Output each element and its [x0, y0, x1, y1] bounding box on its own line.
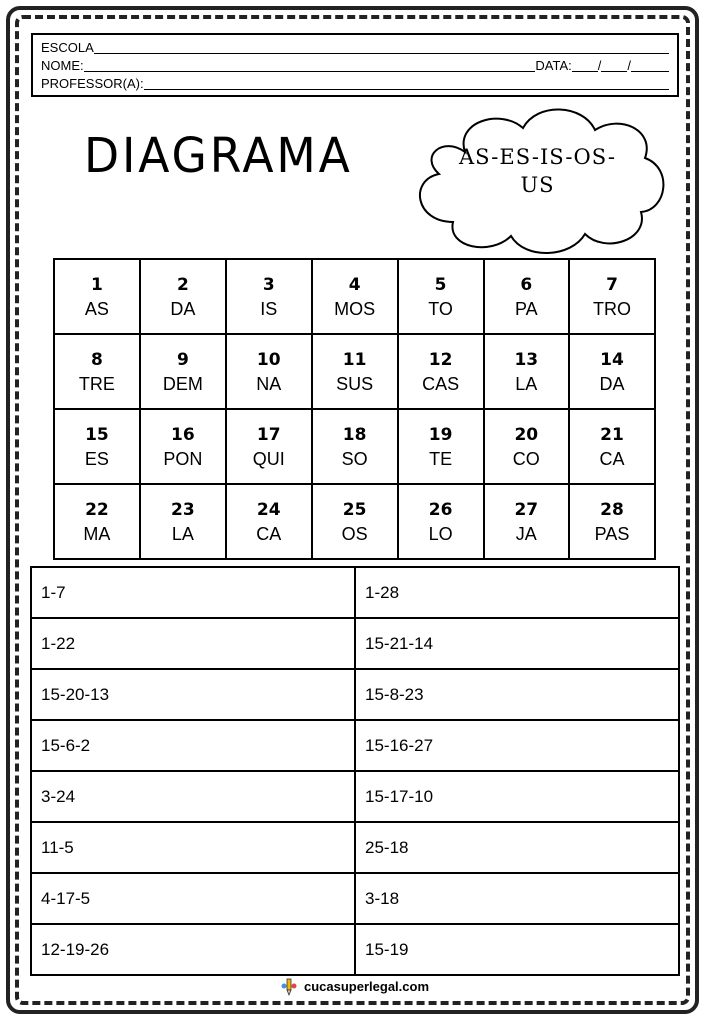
school-label: ESCOLA [41, 40, 94, 55]
answer-row [31, 924, 679, 975]
cell-number: 18 [342, 424, 367, 445]
grid-row [54, 484, 655, 559]
teacher-field[interactable] [144, 76, 669, 90]
grid-cell [398, 484, 484, 559]
grid-cell [54, 259, 140, 334]
grid-cell [484, 334, 569, 409]
footer [0, 976, 709, 1003]
date-separator: / [597, 58, 602, 73]
grid-cell [140, 334, 226, 409]
grid-cell [54, 334, 140, 409]
cell-number: 10 [256, 349, 281, 370]
cell-number: 17 [256, 424, 281, 445]
cell-number: 3 [262, 274, 275, 295]
cell-syllable: LA [171, 523, 194, 544]
grid-row [54, 334, 655, 409]
answer-row [31, 873, 679, 924]
grid-cell [398, 259, 484, 334]
cell-syllable: PON [163, 448, 203, 469]
answer-row [31, 720, 679, 771]
cell-number: 6 [520, 274, 533, 295]
grid-cell [226, 334, 312, 409]
date-separator: / [627, 58, 631, 73]
answer-cell[interactable]: 15-8-23 [355, 669, 679, 720]
cell-number: 9 [176, 349, 189, 370]
cell-syllable: DEM [162, 373, 203, 394]
cell-number: 26 [428, 499, 453, 520]
cell-number: 5 [434, 274, 447, 295]
cell-syllable: ES [84, 448, 109, 469]
cell-syllable: LA [515, 373, 538, 394]
cell-number: 24 [256, 499, 281, 520]
cell-number: 1 [91, 274, 103, 295]
grid-cell [569, 484, 655, 559]
cell-number: 14 [600, 349, 624, 370]
answer-cell[interactable]: 3-18 [355, 873, 679, 924]
grid-cell [140, 409, 226, 484]
answer-row [31, 669, 679, 720]
answer-row [31, 822, 679, 873]
cell-number: 12 [428, 349, 453, 370]
answer-cell[interactable]: 1-22 [31, 618, 355, 669]
grid-cell [226, 259, 312, 334]
cell-number: 16 [171, 424, 195, 445]
grid-row [54, 409, 655, 484]
cell-number: 20 [514, 424, 539, 445]
cell-number: 15 [85, 424, 109, 445]
cell-number: 2 [176, 274, 189, 295]
answer-cell[interactable]: 15-20-13 [31, 669, 355, 720]
cell-syllable: CA [599, 448, 625, 469]
answer-cell[interactable]: 1-28 [355, 567, 679, 618]
cell-syllable: QUI [252, 448, 285, 469]
cell-syllable: MOS [334, 298, 376, 319]
cell-syllable: AS [84, 298, 109, 319]
answer-cell[interactable]: 15-19 [355, 924, 679, 975]
grid-cell [569, 409, 655, 484]
cell-syllable: MA [83, 523, 111, 544]
date-label: DATA: [535, 58, 572, 73]
cell-number: 7 [606, 274, 618, 295]
grid-cell [312, 409, 398, 484]
pencil-mascot-icon [280, 978, 298, 996]
grid-cell [54, 484, 140, 559]
name-line [41, 57, 669, 75]
cell-syllable: CO [512, 448, 540, 469]
cell-syllable: PAS [594, 523, 630, 544]
cell-number: 23 [171, 499, 195, 520]
page-title: DIAGRAMA [84, 128, 353, 184]
cell-syllable: TRE [78, 373, 115, 394]
answer-cell[interactable]: 3-24 [31, 771, 355, 822]
cell-syllable: SUS [336, 373, 374, 394]
cell-syllable: SO [341, 448, 368, 469]
cell-number: 25 [342, 499, 367, 520]
cell-syllable: DA [599, 373, 625, 394]
grid-row [54, 259, 655, 334]
grid-cell [312, 334, 398, 409]
cell-number: 22 [85, 499, 109, 520]
school-field[interactable] [94, 40, 669, 54]
grid-cell [54, 409, 140, 484]
answer-cell[interactable]: 12-19-26 [31, 924, 355, 975]
grid-cell [569, 334, 655, 409]
cell-syllable: TO [428, 298, 453, 319]
cell-syllable: IS [260, 298, 278, 319]
answer-cell[interactable]: 15-17-10 [355, 771, 679, 822]
date-year-field[interactable] [631, 58, 669, 72]
school-line [41, 39, 669, 57]
cell-number: 13 [514, 349, 539, 370]
teacher-line [41, 75, 669, 93]
grid-cell [484, 409, 569, 484]
cell-syllable: PA [514, 298, 538, 319]
answer-cell[interactable]: 15-16-27 [355, 720, 679, 771]
grid-cell [140, 259, 226, 334]
cell-syllable: NA [256, 373, 282, 394]
grid-cell [569, 259, 655, 334]
answer-cell[interactable]: 15-6-2 [31, 720, 355, 771]
answer-row [31, 771, 679, 822]
grid-cell [312, 484, 398, 559]
answer-table [30, 566, 680, 976]
syllable-grid [53, 258, 656, 560]
answer-row [31, 567, 679, 618]
cell-syllable: TE [429, 448, 453, 469]
cell-syllable: JA [515, 523, 537, 544]
cell-number: 19 [428, 424, 453, 445]
date-month-field[interactable] [601, 58, 627, 72]
footer-site-link[interactable]: cucasuperlegal.com [304, 979, 429, 994]
answer-cell[interactable]: 25-18 [355, 822, 679, 873]
cell-syllable: CAS [422, 373, 460, 394]
cell-number: 21 [600, 424, 624, 445]
grid-cell [398, 334, 484, 409]
answer-cell[interactable]: 15-21-14 [355, 618, 679, 669]
cell-number: 11 [342, 349, 367, 370]
grid-cell [140, 484, 226, 559]
grid-cell [484, 259, 569, 334]
cell-syllable: CA [256, 523, 282, 544]
grid-cell [484, 484, 569, 559]
name-label: NOME: [41, 58, 84, 73]
cell-syllable: LO [428, 523, 453, 544]
teacher-label: PROFESSOR(A): [41, 76, 144, 91]
answer-cell[interactable]: 1-7 [31, 567, 355, 618]
syllables-cloud-text [405, 143, 670, 199]
cloud-line-2: US [520, 173, 555, 197]
answer-cell[interactable]: 11-5 [31, 822, 355, 873]
name-field[interactable] [84, 58, 536, 72]
cell-number: 4 [348, 274, 361, 295]
cell-syllable: OS [341, 523, 368, 544]
cloud-line-1: AS-ES-IS-OS- [458, 145, 616, 169]
grid-cell [312, 259, 398, 334]
grid-cell [226, 409, 312, 484]
date-day-field[interactable] [572, 58, 598, 72]
student-info-box [31, 33, 679, 97]
cell-syllable: TRO [593, 298, 631, 319]
grid-cell [226, 484, 312, 559]
cell-number: 27 [514, 499, 539, 520]
cell-number: 28 [600, 499, 624, 520]
answer-row [31, 618, 679, 669]
cell-number: 8 [91, 349, 103, 370]
answer-cell[interactable]: 4-17-5 [31, 873, 355, 924]
cell-syllable: DA [170, 298, 196, 319]
grid-cell [398, 409, 484, 484]
